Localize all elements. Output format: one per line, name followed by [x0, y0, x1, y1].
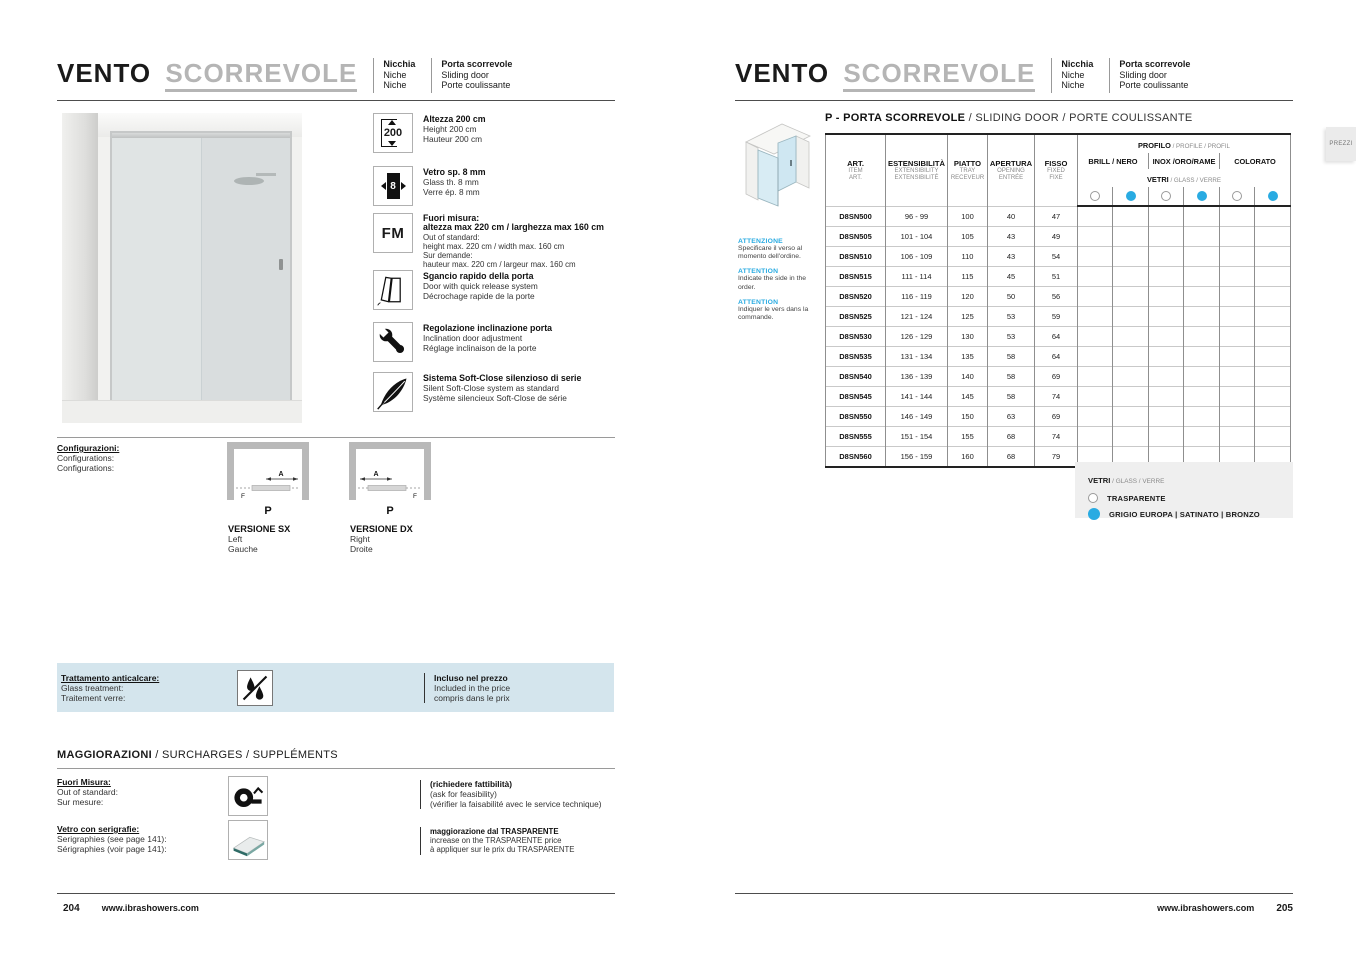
price-cell — [1255, 267, 1291, 287]
price-cell — [1220, 206, 1255, 227]
serigraphy-glass-icon — [228, 820, 268, 860]
price-cell — [1220, 267, 1255, 287]
height-200-icon: 200 — [373, 113, 413, 153]
price-cell — [1255, 227, 1291, 247]
version-sx-label: VERSIONE SX Left Gauche — [228, 524, 291, 554]
product-photo — [62, 113, 302, 423]
page-header-left — [57, 58, 512, 93]
price-cell — [1149, 206, 1184, 227]
surcharges-title: MAGGIORAZIONI / SURCHARGES / SUPPLÉMENTS — [57, 749, 338, 761]
feature-height — [373, 113, 486, 153]
glass-treatment-band — [57, 663, 614, 712]
feature-quick-release — [373, 270, 538, 310]
website-url-left: www.ibrashowers.com — [101, 903, 199, 913]
wrench-icon — [373, 322, 413, 362]
surcharge-oversize-note: (richiedere fattibilità) (ask for feasibility) (vérifier la faisabilité avec le service technique) — [420, 780, 602, 809]
svg-text:A: A — [278, 471, 284, 478]
feature-out-of-standard-text: Fuori misura: altezza max 220 cm / larghezza max 160 cm Out of standard: height max. 220 cm / width max. 160 cm Sur demande: hauteur max. 220 cm / largeur max. 160 cm — [423, 213, 604, 270]
price-cell — [1149, 267, 1184, 287]
photo-floor — [62, 400, 302, 423]
feature-list — [373, 113, 615, 415]
price-cell — [1113, 387, 1149, 407]
product-row: D8SN500 96 - 99 100 40 47 — [826, 206, 1291, 227]
glass-circle-filled-icon — [1184, 187, 1220, 206]
price-cell — [1184, 347, 1220, 367]
col-header-piatto: PIATTO TRAY RECEVEUR — [948, 134, 988, 206]
attention-note-fr: ATTENTION Indiquer le vers dans la commande. — [738, 298, 809, 322]
price-cell — [1184, 327, 1220, 347]
price-cell — [1113, 206, 1149, 227]
price-cell — [1220, 347, 1255, 367]
photo-door-frame — [110, 131, 292, 403]
glass-treatment-label: Trattamento anticalcare: Glass treatment: Traitement verre: — [61, 672, 160, 703]
vetri-header: VETRI / GLASS / VERRE — [1078, 169, 1291, 187]
page-header-right — [735, 58, 1190, 93]
price-cell — [1220, 427, 1255, 447]
feature-glass-thickness — [373, 166, 486, 206]
tape-measure-icon — [228, 776, 268, 816]
product-row: D8SN510 106 - 109 110 43 54 — [826, 247, 1291, 267]
price-cell — [1220, 387, 1255, 407]
price-cell — [1149, 247, 1184, 267]
product-row: D8SN545 141 - 144 145 58 74 — [826, 387, 1291, 407]
feature-quick-release-text: Sgancio rapido della porta Door with quick release system Décrochage rapide de la porte — [423, 271, 538, 301]
col-header-fisso: FISSO FIXED FIXE — [1035, 134, 1078, 206]
col-header-estensibilita: ESTENSIBILITÀ EXTENSIBILITY EXTENSIBILITÉ — [886, 134, 948, 206]
attention-note-en: ATTENTION Indicate the side in the order. — [738, 268, 807, 291]
quick-release-door-icon — [373, 270, 413, 310]
col-header-art: ART. ITEM ART. — [826, 134, 886, 206]
price-cell — [1149, 407, 1184, 427]
price-cell — [1220, 327, 1255, 347]
glass-circle-open-icon — [1088, 493, 1098, 503]
product-row: D8SN520 116 - 119 120 50 56 — [826, 287, 1291, 307]
price-cell — [1113, 227, 1149, 247]
svg-text:P: P — [386, 505, 394, 517]
footer-left — [63, 903, 199, 914]
surcharges-divider — [57, 768, 615, 769]
price-cell — [1255, 327, 1291, 347]
page-number-left: 204 — [63, 903, 80, 914]
price-cell — [1184, 247, 1220, 267]
brand-name: VENTO — [735, 58, 830, 88]
product-row: D8SN530 126 - 129 130 53 64 — [826, 327, 1291, 347]
price-cell — [1184, 367, 1220, 387]
header-divider-right — [735, 100, 1293, 101]
feature-inclination — [373, 322, 552, 362]
price-cell — [1113, 367, 1149, 387]
photo-door-handle — [279, 259, 283, 270]
price-cell — [1113, 427, 1149, 447]
feature-glass-thickness-text: Vetro sp. 8 mm Glass th. 8 mm Verre ép. 8 mm — [423, 167, 486, 197]
footer-divider-left — [57, 893, 615, 894]
photo-glass-fixed-panel — [112, 138, 202, 401]
profile-group-inox-oro-rame: INOX /ORO/RAME — [1149, 153, 1220, 169]
price-cell — [1078, 367, 1113, 387]
price-cell — [1149, 227, 1184, 247]
price-cell — [1220, 287, 1255, 307]
price-cell — [1078, 247, 1113, 267]
product-label-it: Porta scorrevole — [441, 59, 513, 69]
svg-text:F: F — [413, 493, 417, 500]
price-cell — [1149, 387, 1184, 407]
svg-text:A: A — [373, 471, 379, 478]
price-cell — [1149, 327, 1184, 347]
price-cell — [1255, 407, 1291, 427]
price-cell — [1078, 227, 1113, 247]
product-table — [825, 133, 1291, 468]
price-cell — [1113, 347, 1149, 367]
version-dx-label: VERSIONE DX Right Droite — [350, 524, 413, 554]
price-cell — [1078, 347, 1113, 367]
niche-label-fr: Niche — [383, 80, 407, 90]
brand-series: SCORREVOLE — [843, 58, 1035, 92]
glass-legend — [1075, 462, 1293, 518]
svg-text:P: P — [264, 505, 272, 517]
brand-title — [57, 58, 357, 88]
glass-circle-filled-icon — [1088, 508, 1100, 520]
product-isometric-thumbnail — [738, 116, 818, 224]
header-niche-block: Nicchia Niche Niche — [1051, 58, 1093, 93]
section-title: P - PORTA SCORREVOLE / SLIDING DOOR / PORTE COULISSANTE — [825, 112, 1193, 124]
footer-right — [735, 903, 1293, 914]
price-cell — [1184, 387, 1220, 407]
attention-notes — [738, 238, 816, 329]
price-cell — [1220, 367, 1255, 387]
price-cell — [1184, 267, 1220, 287]
price-cell — [1255, 307, 1291, 327]
price-cell — [1220, 407, 1255, 427]
header-product-block: Porta scorrevole Sliding door Porte coulissante — [1109, 58, 1190, 93]
profile-group-colorato: COLORATO — [1220, 153, 1291, 169]
attention-note-it: ATTENZIONE Specificare il verso al momento dell'ordine. — [738, 238, 803, 261]
price-cell — [1078, 387, 1113, 407]
header-divider-left — [57, 100, 615, 101]
price-cell — [1113, 307, 1149, 327]
price-cell — [1255, 247, 1291, 267]
brand-name: VENTO — [57, 58, 152, 88]
price-cell — [1078, 287, 1113, 307]
price-cell — [1113, 287, 1149, 307]
diagram-version-dx — [348, 441, 432, 521]
price-cell — [1149, 367, 1184, 387]
price-cell — [1184, 407, 1220, 427]
surcharge-serigraphy-note: maggiorazione dal TRASPARENTE increase on the TRASPARENTE price à appliquer sur le prix du TRASPARENTE — [420, 827, 574, 855]
feather-icon — [373, 372, 413, 412]
config-divider — [57, 437, 615, 438]
price-cell — [1149, 427, 1184, 447]
price-cell — [1078, 407, 1113, 427]
glass-circle-filled-icon — [1113, 187, 1149, 206]
diagram-version-sx — [226, 441, 310, 521]
price-cell — [1113, 407, 1149, 427]
page-number-right: 205 — [1276, 903, 1293, 914]
glass-thickness-8mm-icon: 8 — [373, 166, 413, 206]
surcharge-oversize-label: Fuori Misura: Out of standard: Sur mesure: — [57, 777, 118, 807]
col-header-profilo: PROFILO / PROFILE / PROFIL — [1078, 134, 1291, 153]
price-cell — [1149, 347, 1184, 367]
price-cell — [1255, 347, 1291, 367]
profile-group-brill-nero: BRILL / NERO — [1078, 153, 1149, 169]
glass-circle-filled-icon — [1255, 187, 1291, 206]
col-header-apertura: APERTURA OPENING ENTRÉE — [988, 134, 1035, 206]
configurations-label: Configurazioni: Configurations: Configurations: — [57, 443, 120, 473]
price-cell — [1149, 307, 1184, 327]
product-row: D8SN525 121 - 124 125 53 59 — [826, 307, 1291, 327]
brand-title — [735, 58, 1035, 88]
feature-inclination-text: Regolazione inclinazione porta Inclination door adjustment Réglage inclinaison de la porte — [423, 323, 553, 353]
brand-series: SCORREVOLE — [165, 58, 357, 92]
website-url-right: www.ibrashowers.com — [1157, 903, 1255, 913]
price-cell — [1078, 327, 1113, 347]
glass-legend-title: VETRI / GLASS / VERRE — [1088, 476, 1165, 485]
product-row: D8SN540 136 - 139 140 58 69 — [826, 367, 1291, 387]
header-niche-block — [373, 58, 415, 93]
price-cell — [1184, 307, 1220, 327]
svg-text:F: F — [241, 493, 245, 500]
price-cell — [1184, 227, 1220, 247]
niche-label-en: Niche — [383, 69, 407, 80]
feature-soft-close — [373, 372, 581, 412]
price-cell — [1255, 206, 1291, 227]
product-row: D8SN535 131 - 134 135 58 64 — [826, 347, 1291, 367]
legend-item-trasparente: TRASPARENTE — [1088, 493, 1293, 503]
price-cell — [1184, 427, 1220, 447]
photo-shower-arm — [256, 173, 276, 176]
legend-item-colored: GRIGIO EUROPA | SATINATO | BRONZO — [1088, 508, 1293, 520]
price-cell — [1113, 247, 1149, 267]
glass-circle-open-icon — [1078, 187, 1113, 206]
price-cell — [1113, 267, 1149, 287]
footer-divider-right — [735, 893, 1293, 894]
product-label-en: Sliding door — [441, 69, 489, 80]
price-cell — [1220, 227, 1255, 247]
product-row: D8SN515 111 - 114 115 45 51 — [826, 267, 1291, 287]
anticalcare-icon — [237, 670, 273, 706]
price-cell — [1255, 287, 1291, 307]
product-label-fr: Porte coulissante — [441, 80, 511, 90]
glass-circle-open-icon — [1149, 187, 1184, 206]
price-cell — [1078, 307, 1113, 327]
header-product-block — [431, 58, 512, 93]
price-cell — [1255, 427, 1291, 447]
price-cell — [1220, 247, 1255, 267]
price-cell — [1184, 206, 1220, 227]
feature-soft-close-text: Sistema Soft-Close silenzioso di serie Silent Soft-Close system as standard Système silencieux Soft-Close de série — [423, 373, 582, 403]
photo-shower-head — [234, 177, 264, 185]
price-cell — [1113, 327, 1149, 347]
surcharge-serigraphy-label: Vetro con serigrafie: Serigraphies (see page 141): Sérigraphies (voir page 141): — [57, 824, 167, 854]
product-row: D8SN555 151 - 154 155 68 74 — [826, 427, 1291, 447]
product-row: D8SN550 146 - 149 150 63 69 — [826, 407, 1291, 427]
price-cell — [1220, 307, 1255, 327]
price-cell — [1149, 287, 1184, 307]
price-cell — [1184, 287, 1220, 307]
price-cell — [1255, 387, 1291, 407]
glass-circle-open-icon — [1220, 187, 1255, 206]
photo-left-wall — [62, 113, 98, 423]
price-cell — [1078, 206, 1113, 227]
out-of-standard-fm-icon: FM — [373, 213, 413, 253]
price-cell — [1078, 427, 1113, 447]
price-cell — [1078, 267, 1113, 287]
feature-out-of-standard — [373, 213, 604, 270]
price-cell — [1255, 367, 1291, 387]
product-row: D8SN560 156 - 159 160 68 79 — [826, 447, 1291, 468]
included-in-price-note: Incluso nel prezzo Included in the price compris dans le prix — [424, 673, 510, 703]
prezzi-edge-tab: PREZZI — [1326, 127, 1356, 161]
niche-label-it: Nicchia — [383, 59, 416, 69]
product-row: D8SN505 101 - 104 105 43 49 — [826, 227, 1291, 247]
feature-height-text: Altezza 200 cm Height 200 cm Hauteur 200 cm — [423, 114, 486, 144]
